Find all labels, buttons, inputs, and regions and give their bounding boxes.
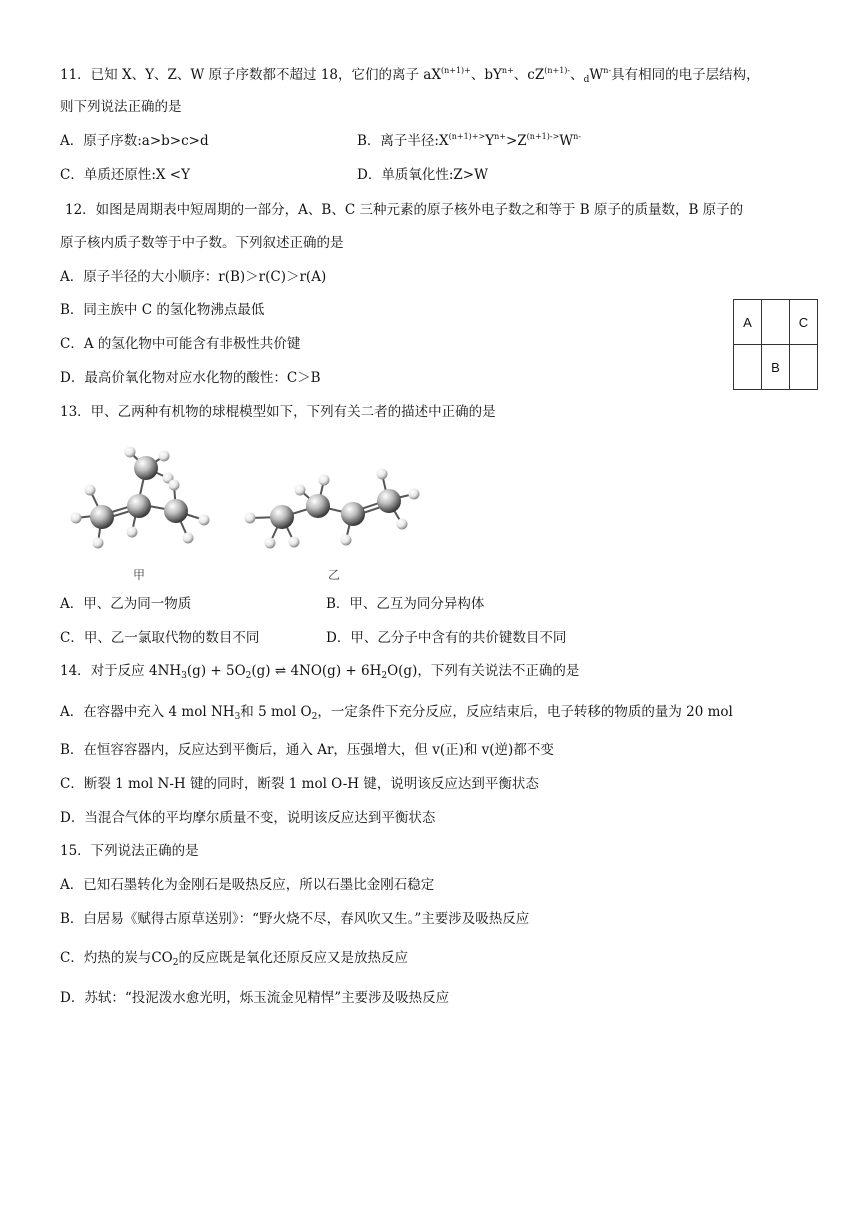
q14-stem-post: ，下列有关说法不正确的是: [417, 663, 580, 679]
q14-opta-1: A．在容器中充入 4 mol: [60, 704, 207, 720]
eq-o-sub: 2: [245, 671, 252, 681]
q14-opta-nh: NH: [210, 704, 235, 720]
q12-option-a[interactable]: A．原子半径的大小顺序：r(B)＞r(C)＞r(A): [60, 269, 327, 285]
q11-optb-sup1: (n+1)+>: [448, 132, 486, 141]
q11-stem-text: 11．已知 X、Y、Z、W 原子序数都不超过 18，它们的离子 aX: [60, 67, 441, 83]
cell-empty-1: [762, 300, 790, 345]
q14-stem-pre: 14．对于反应: [60, 663, 145, 679]
q14-option-a[interactable]: [60, 702, 733, 722]
molecule-svg: [70, 440, 450, 590]
eq-nh: 4NH: [148, 663, 182, 679]
q13-option-d[interactable]: D．甲、乙分子中含有的共价键数目不同: [326, 630, 567, 646]
q15-option-a[interactable]: A．已知石墨转化为金刚石是吸热反应，所以石墨比金刚石稳定: [60, 877, 435, 893]
q11-optb-pre: B．离子半径:X: [357, 133, 449, 149]
q12-stem: 12．如图是周期表中短周期的一部分，A、B、C 三种元素的原子核外电子数之和等于 B 原子的质量数，B 原子的: [65, 202, 744, 218]
cell-empty-2: [734, 345, 762, 390]
q15-optc-2: 的反应既是氧化还原反应又是放热反应: [178, 950, 408, 966]
eq-part3: O(g): [387, 663, 418, 679]
q11-option-b[interactable]: [357, 131, 581, 151]
q14-opta-2: 和 5 mol: [240, 704, 297, 720]
q15-stem: 15．下列说法正确的是: [60, 843, 199, 859]
q11-mid-3: 、: [570, 67, 584, 83]
q15-optc-co: CO: [151, 950, 173, 966]
eq-part2: (g) ⇌ 4NO(g) + 6H: [251, 663, 382, 679]
eq-h-sub: 2: [381, 671, 388, 681]
q14-equation: [149, 663, 417, 679]
q11-option-d[interactable]: D．单质氧化性:Z>W: [357, 167, 488, 183]
q15-optc-sub: 2: [172, 958, 179, 968]
q14-option-c[interactable]: C．断裂 1 mol N-H 键的同时，断裂 1 mol O-H 键，说明该反应达到平衡状态: [60, 776, 539, 792]
q12-option-d[interactable]: D．最高价氧化物对应水化物的酸性：C＞B: [60, 370, 321, 386]
q11-optb-m2: >Z: [505, 133, 527, 149]
cell-b: B: [762, 345, 790, 390]
q14-opta-nh-sub: 3: [234, 712, 241, 722]
q11-option-a[interactable]: A．原子序数:a>b>c>d: [60, 133, 209, 149]
q11-sup-3: (n+1)-: [544, 66, 571, 75]
q14-opta-3: ，一定条件下充分反应，反应结束后，电子转移的物质的量为 20 mol: [317, 704, 733, 720]
q11-optb-m1: Y: [485, 133, 495, 149]
eq-part1: (g) + 5O: [186, 663, 246, 679]
q15-optc-1: C．灼热的炭与: [60, 950, 152, 966]
q11-option-c[interactable]: C．单质还原性:X <Y: [60, 167, 191, 183]
label-yi: 乙: [328, 568, 341, 582]
q11-optb-sup3: (n+1)->: [526, 132, 560, 141]
q11-stem: [60, 65, 760, 85]
q15-option-d[interactable]: D．苏轼：“投泥泼水愈光明，烁玉流金见精悍”主要涉及吸热反应: [60, 990, 450, 1006]
eq-nh-sub: 3: [181, 671, 187, 681]
q13-option-b[interactable]: B．甲、乙互为同分异构体: [326, 596, 485, 612]
q13-stem: 13．甲、乙两种有机物的球棍模型如下，下列有关二者的描述中正确的是: [60, 404, 496, 420]
q11-sup-2: n+: [501, 66, 514, 75]
cell-empty-3: [790, 345, 818, 390]
q11-mid-1: 、bY: [470, 67, 502, 83]
q11-sub-d: d: [583, 75, 590, 85]
q11-optb-m3: W: [559, 133, 574, 149]
q11-stem-end: 具有相同的电子层结构，: [611, 67, 760, 83]
label-jia: 甲: [133, 568, 146, 582]
q14-opta-o: O: [300, 704, 312, 720]
q11-sup-4: n-: [603, 66, 612, 75]
q11-sup-1: (n+1)+: [440, 66, 471, 75]
ball-and-stick-models: [70, 440, 450, 590]
q11-optb-sup4: n-: [573, 132, 582, 141]
q11-mid-2: 、cZ: [513, 67, 545, 83]
q12-option-c[interactable]: C．A 的氢化物中可能含有非极性共价键: [60, 336, 301, 352]
q13-option-c[interactable]: C．甲、乙一氯取代物的数目不同: [60, 630, 260, 646]
q11-optb-sup2: n+: [494, 132, 506, 141]
periodic-table-fragment: [733, 299, 818, 390]
cell-a: A: [734, 300, 762, 345]
q14-opta-o-sub: 2: [311, 712, 318, 722]
q14-stem: [60, 661, 579, 681]
q14-option-b[interactable]: B．在恒容容器内，反应达到平衡后，通入 Ar，压强增大，但 v(正)和 v(逆)都不变: [60, 742, 554, 758]
q15-option-c[interactable]: [60, 948, 408, 968]
molecule-jia-atoms: [71, 447, 210, 549]
q11-mid-4: W: [589, 67, 604, 83]
cell-c: C: [790, 300, 818, 345]
q12-option-b[interactable]: B．同主族中 C 的氢化物沸点最低: [60, 302, 265, 318]
q13-option-a[interactable]: A．甲、乙为同一物质: [60, 596, 192, 612]
q15-option-b[interactable]: B．白居易《赋得古原草送别》：“野火烧不尽，春风吹又生。”主要涉及吸热反应: [60, 911, 530, 927]
q12-stem-line2: 原子核内质子数等于中子数。下列叙述正确的是: [60, 235, 344, 251]
q11-stem-line2: 则下列说法正确的是: [60, 99, 182, 115]
q14-option-d[interactable]: D．当混合气体的平均摩尔质量不变，说明该反应达到平衡状态: [60, 810, 436, 826]
